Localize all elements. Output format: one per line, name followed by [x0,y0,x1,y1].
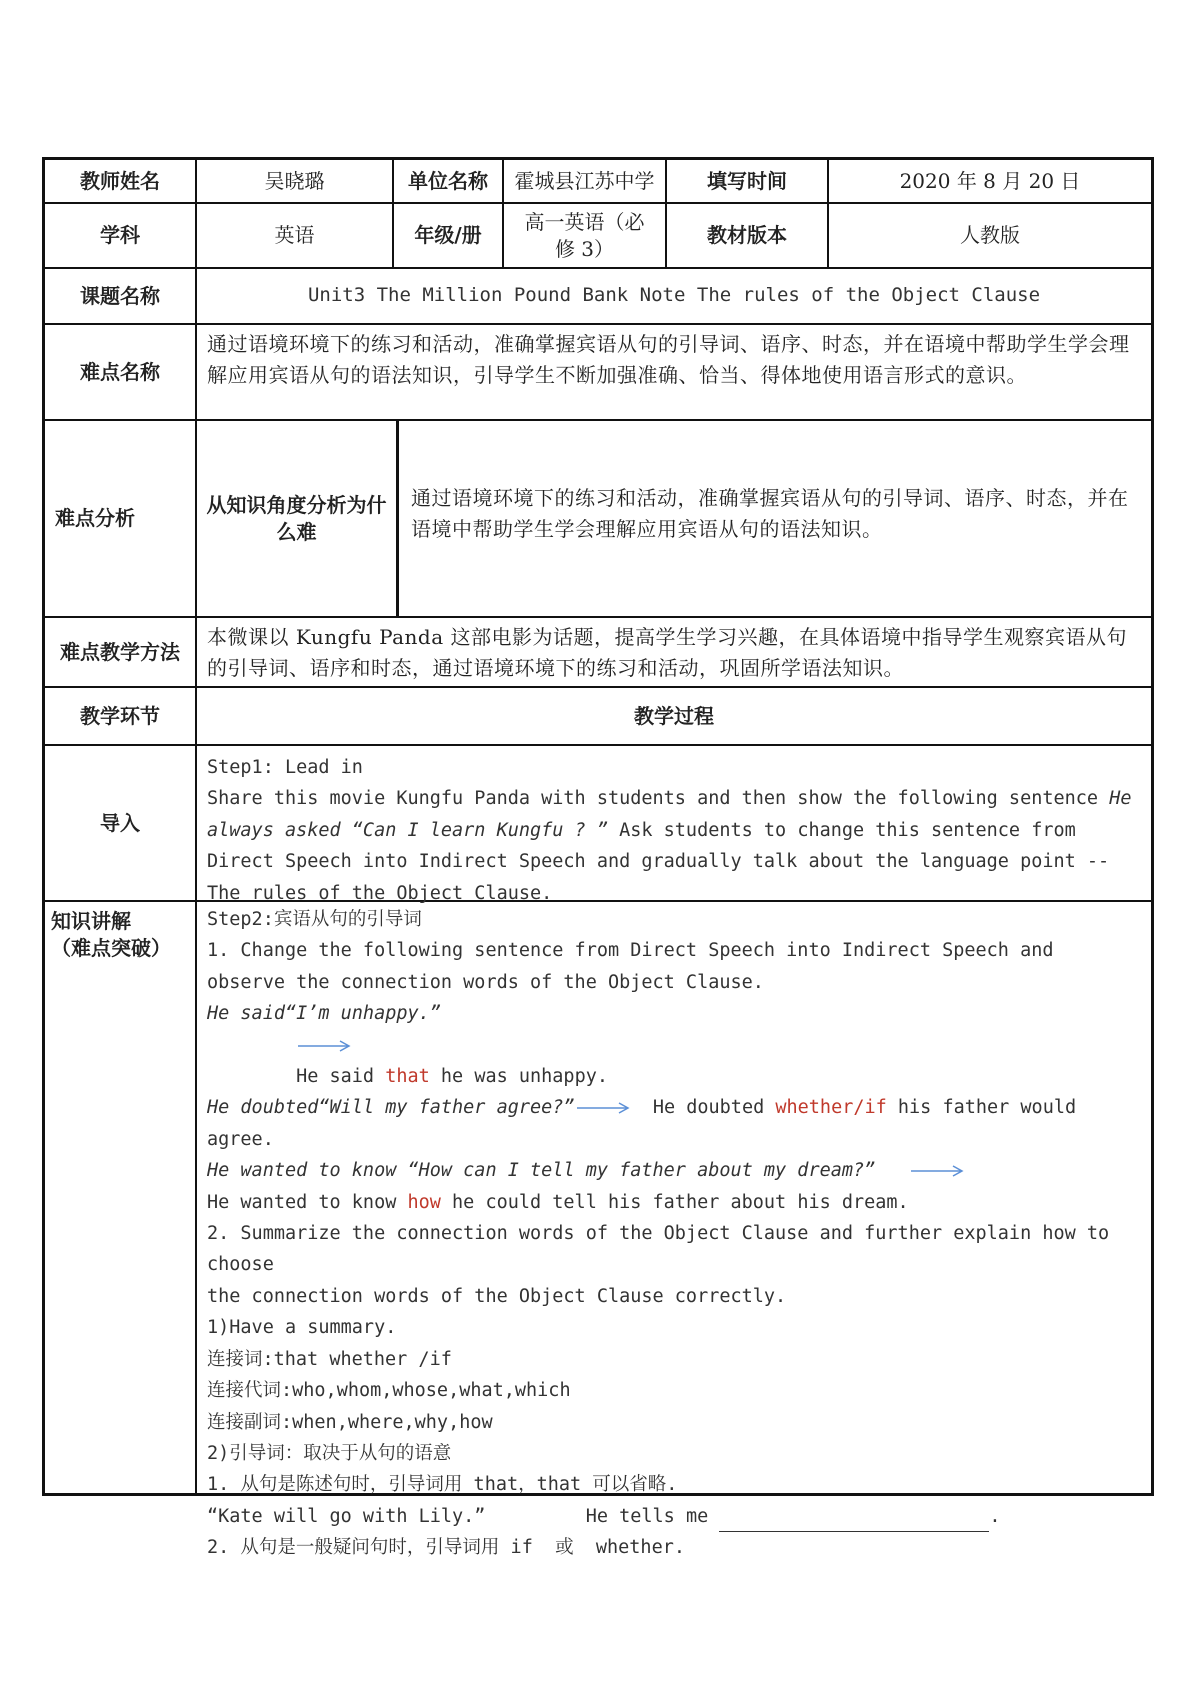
process-label: 教学环节 [80,703,160,728]
arrow-right-icon [909,1164,965,1178]
knowledge-label-2: （难点突破） [51,936,171,960]
knowledge-row [45,900,1151,1559]
topic-row [45,267,1151,323]
analysis-sub-label: 从知识角度分析为什么难 [197,421,399,616]
difficulty-label: 难点名称 [80,359,160,384]
example-3-indirect: He wanted to know how he could tell his father about his dream. [207,1191,909,1213]
knowledge-content [195,902,1151,1559]
teacher-value: 吴晓璐 [195,160,392,202]
rule-1: 1. 从句是陈述句时，引导词用 that，that 可以省略. [207,1474,678,1496]
lesson-plan-table [42,157,1154,1559]
analysis-label: 难点分析 [55,506,135,530]
conjunctive-pronouns: 连接代词:who,whom,whose,what,which [207,1380,571,1402]
answer-blank[interactable] [719,1511,989,1532]
rule-heading: 2)引导词：取决于从句的语意 [207,1442,452,1464]
date-label: 填写时间 [665,160,827,202]
conjunctions: 连接词:that whether /if [207,1348,452,1370]
header-row-2 [45,202,1151,267]
unit-label: 单位名称 [392,160,502,202]
subject-value: 英语 [195,204,392,267]
rule-1-example: “Kate will go with Lily.” He tells me . [207,1501,1141,1532]
task1-text: 1. Change the following sentence from Direct Speech into Indirect Speech and observe the connection words of the Object Clause. [207,940,1065,993]
intro-label: 导入 [100,810,140,835]
topic-value: Unit3 The Million Pound Bank Note The rules of the Object Clause [195,269,1151,323]
example-1: He said“I’m unhappy.” He said that he was unhappy. [207,1003,608,1088]
analysis-row [45,419,1151,616]
grade-value: 高一英语（必修 3） [502,204,665,267]
example-3-direct: He wanted to know “How can I tell my father about my dream?” [207,1155,1141,1186]
rule-2: 2. 从句是一般疑问句时，引导词用 if 或 whether. [207,1537,685,1559]
edition-label: 教材版本 [665,204,827,267]
process-title: 教学过程 [195,688,1151,744]
analysis-value: 通过语境环境下的练习和活动，准确掌握宾语从句的引导词、语序、时态，并在语境中帮助学生学会理解应用宾语从句的语法知识。 [411,486,1129,541]
grade-label: 年级/册 [392,204,502,267]
process-header-row [45,686,1151,744]
arrow-right-icon [296,1039,352,1053]
method-value: 本微课以 Kungfu Panda 这部电影为话题，提高学生学习兴趣，在具体语境中指导学生观察宾语从句的引导词、语序和时态，通过语境环境下的练习和活动，巩固所学语法知识。 [195,618,1151,686]
summary-heading: 1)Have a summary. [207,1317,397,1339]
intro-text: Share this movie Kungfu Panda with students and then show the following sentence He always asked “Can I learn Kungfu ? ” Ask students to change this sentence from Direct Speech into Indirect Speech and gradually talk about the language point --The rules of the Object Clause. [207,788,1143,904]
difficulty-row [45,323,1151,419]
knowledge-label-1: 知识讲解 [51,909,131,933]
conjunctive-adverbs: 连接副词:when,where,why,how [207,1411,493,1433]
knowledge-step: Step2:宾语从句的引导词 [207,909,422,930]
edition-value: 人教版 [827,204,1151,267]
arrow-right-icon [575,1101,631,1115]
method-row [45,616,1151,686]
intro-row [45,744,1151,904]
header-row-1 [45,160,1151,202]
task2-text-b: the connection words of the Object Clause correctly. [207,1285,787,1307]
topic-label: 课题名称 [80,283,160,308]
knowledge-label [45,902,195,1493]
analysis-content [195,421,1151,616]
example-2: He doubted“Will my father agree?” He doubted whether/if his father would agree. [207,1097,1088,1150]
method-label: 难点教学方法 [60,639,180,664]
subject-label: 学科 [100,223,140,247]
intro-content [195,746,1151,904]
task2-text-a: 2. Summarize the connection words of the Object Clause and further explain how to choose [207,1223,1121,1276]
teacher-label: 教师姓名 [80,168,160,193]
difficulty-value: 通过语境环境下的练习和活动，准确掌握宾语从句的引导词、语序、时态，并在语境中帮助学生学会理解应用宾语从句的语法知识，引导学生不断加强准确、恰当、得体地使用语言形式的意识。 [195,325,1151,419]
unit-value: 霍城县江苏中学 [502,160,665,202]
intro-step: Step1: Lead in [207,757,363,778]
date-value: 2020 年 8 月 20 日 [827,160,1151,202]
